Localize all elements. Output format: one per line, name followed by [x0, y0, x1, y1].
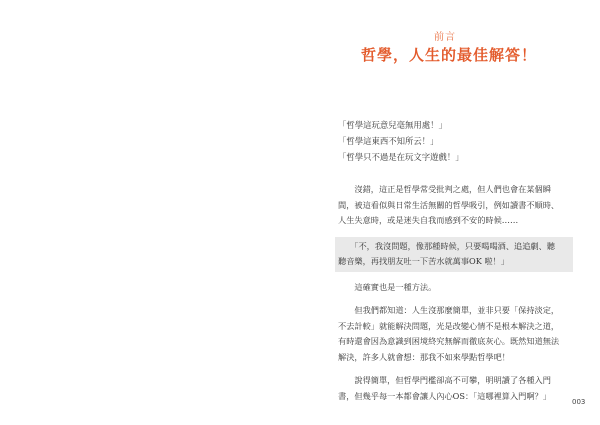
body-text	[338, 182, 570, 412]
page-number: 003	[572, 398, 586, 406]
text-line: 間，被這看似與日常生活無關的哲學吸引，例如讀書不順時、	[338, 199, 560, 210]
paragraph	[338, 182, 570, 229]
text-line: 人生失意時，或是迷失自我而感到不安的時候……	[338, 215, 519, 225]
page-title: 哲學，人生的最佳解答！	[360, 46, 537, 64]
text-line: 說得簡單，但哲學門檻卻高不可攀，明明讀了各種入門	[338, 375, 551, 385]
text-line: 書，但幾乎每一本都會讓人內心OS：「這哪裡算入門啊？」	[338, 390, 551, 401]
text-line: 不去計較」就能解決問題，光是改變心情不是根本解決之道，	[338, 320, 560, 331]
quote-line: 「哲學這玩意兒毫無用處！」	[338, 120, 447, 130]
text-line: 有時還會因為意識到困境終究無解而徹底灰心。既然知道無法	[338, 336, 560, 346]
quote-line: 「哲學只不過是在玩文字遊戲！」	[338, 152, 464, 162]
text-line: 「不，我沒問題，像那種時候，只要喝喝酒、追追劇、聽	[338, 240, 555, 251]
highlighted-paragraph	[335, 237, 573, 272]
section-kicker: 前言	[434, 32, 456, 43]
quote-list	[338, 117, 558, 165]
quote-line: 「哲學這東西不知所云！」	[338, 136, 439, 146]
text-line: 但我們都知道：人生沒那麼簡單，並非只要「保持淡定，	[338, 305, 560, 315]
paragraph	[338, 303, 570, 365]
paragraph	[338, 280, 570, 296]
text-line: 聽音樂，再找朋友吐一下苦水就萬事OK 啦！」	[338, 256, 509, 266]
text-line: 沒錯，這正是哲學常受批判之處，但人們也會在某個瞬	[338, 184, 551, 194]
text-line: 這確實也是一種方法。	[338, 281, 437, 292]
text-line: 解決，許多人就會想：那我不如來學點哲學吧！	[338, 351, 510, 362]
paragraph	[338, 373, 570, 404]
